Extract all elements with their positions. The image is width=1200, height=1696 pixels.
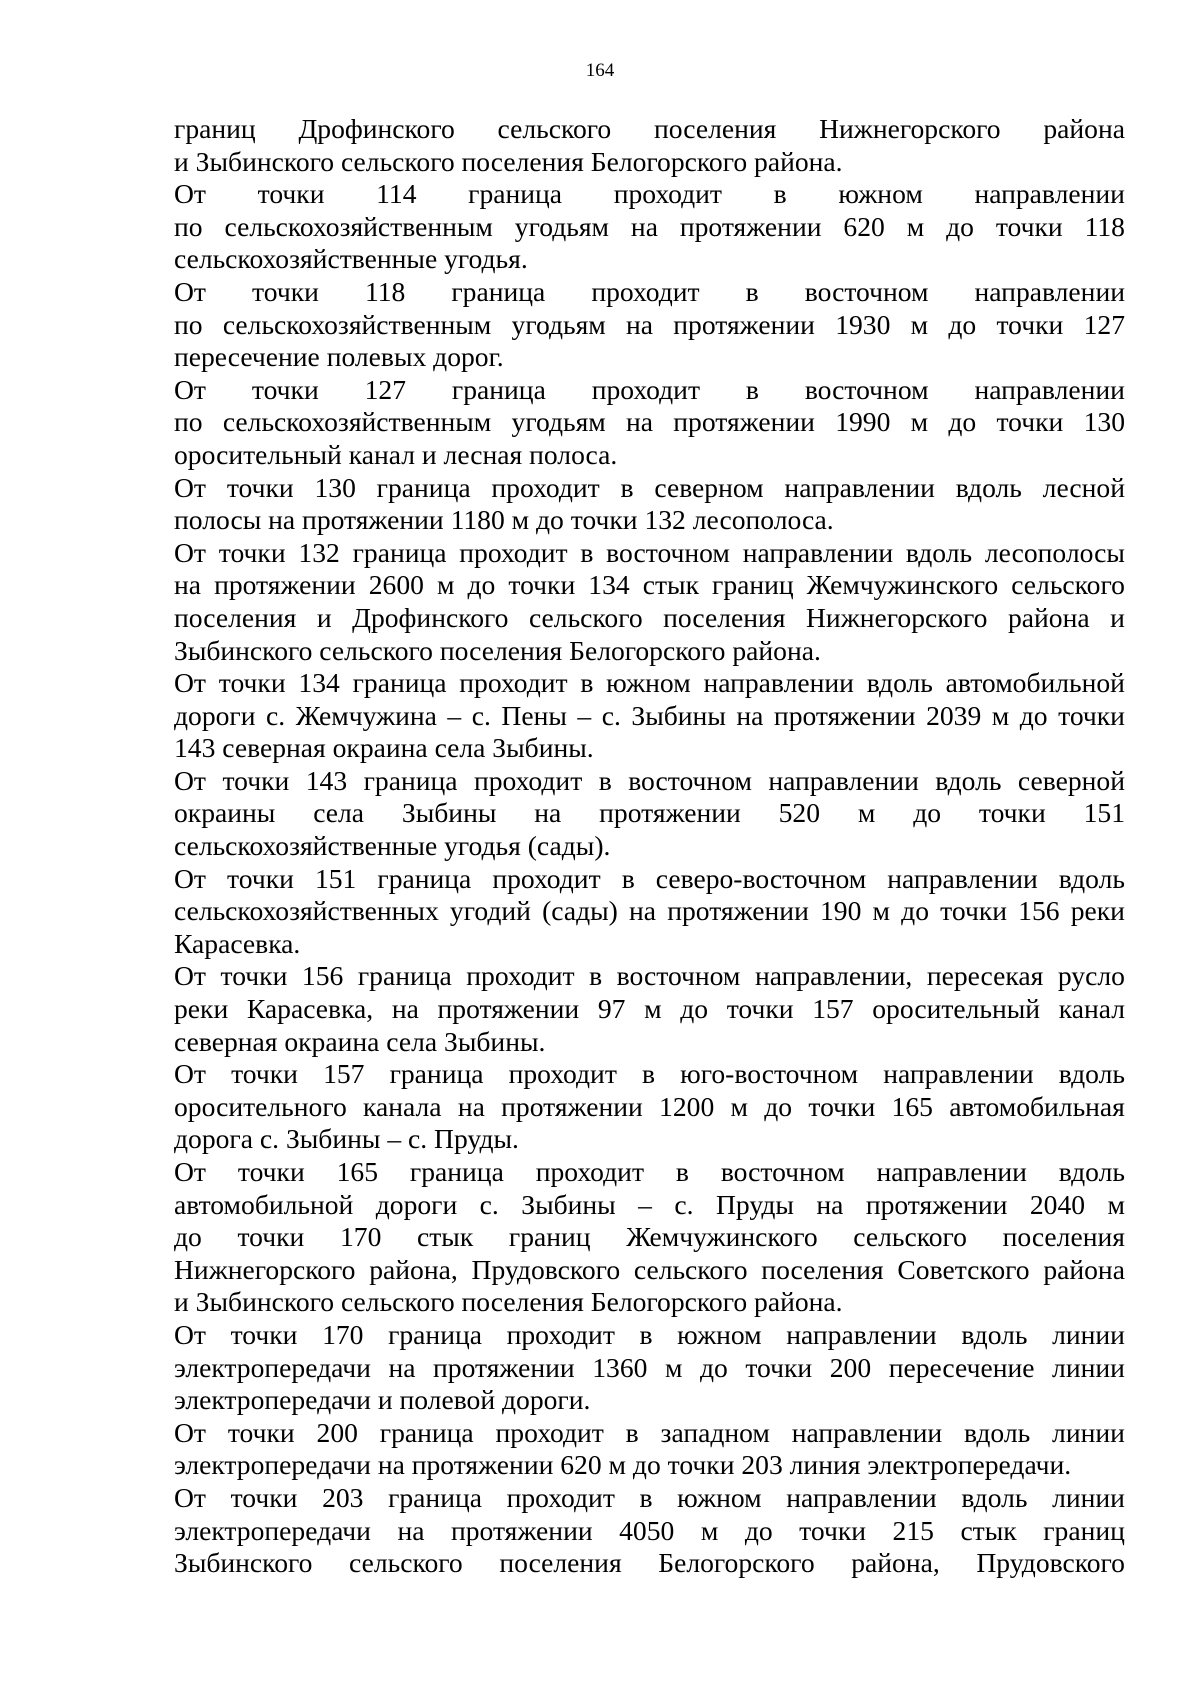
text-line: От точки 132 граница проходит в восточном направлении вдоль лесополосы	[174, 536, 1125, 568]
document-body	[174, 113, 1125, 1580]
text-line: на протяжении 2600 м до точки 134 стык границ Жемчужинского сельского	[174, 569, 1125, 601]
text-line: пересечение полевых дорог.	[174, 341, 504, 373]
text-line: границ Дрофинского сельского поселения Нижнегорского района	[174, 113, 1125, 144]
text-line: Нижнегорского района, Прудовского сельского поселения Советского района	[174, 1253, 1125, 1285]
page-number: 164	[585, 60, 615, 81]
text-line: северная окраина села Зыбины.	[174, 1025, 546, 1057]
text-line: электропередачи на протяжении 1360 м до точки 200 пересечение линии	[174, 1351, 1125, 1383]
text-line: От точки 203 граница проходит в южном направлении вдоль линии	[174, 1481, 1125, 1513]
text-line: сельскохозяйственных угодий (сады) на протяжении 190 м до точки 156 реки	[174, 895, 1125, 927]
text-line: и Зыбинского сельского поселения Белогорского района.	[174, 1286, 843, 1318]
text-line: От точки 134 граница проходит в южном направлении вдоль автомобильной	[174, 667, 1125, 699]
text-line: 143 северная окраина села Зыбины.	[174, 732, 594, 764]
text-line: От точки 157 граница проходит в юго-восточном направлении вдоль	[174, 1058, 1125, 1090]
text-line: сельскохозяйственные угодья (сады).	[174, 830, 611, 862]
paragraph	[174, 178, 1125, 276]
paragraph	[174, 113, 1125, 178]
text-line: электропередачи на протяжении 4050 м до точки 215 стык границ	[174, 1514, 1125, 1546]
text-line: полосы на протяжении 1180 м до точки 132 лесополоса.	[174, 504, 834, 536]
text-line: автомобильной дороги с. Зыбины – с. Пруды на протяжении 2040 м	[174, 1188, 1125, 1220]
text-line: От точки 114 граница проходит в южном направлении	[174, 178, 1125, 210]
paragraph	[174, 1482, 1125, 1580]
paragraph	[174, 374, 1125, 472]
text-line: От точки 127 граница проходит в восточном направлении	[174, 373, 1125, 405]
text-line: реки Карасевка, на протяжении 97 м до точки 157 оросительный канал	[174, 993, 1125, 1025]
paragraph	[174, 1319, 1125, 1417]
text-line: электропередачи на протяжении 620 м до точки 203 линия электропередачи.	[174, 1449, 1072, 1481]
text-line: сельскохозяйственные угодья.	[174, 243, 528, 275]
text-line: поселения и Дрофинского сельского поселения Нижнегорского района и	[174, 601, 1125, 633]
text-line: окраины села Зыбины на протяжении 520 м до точки 151	[174, 797, 1125, 829]
text-line: Зыбинского сельского поселения Белогорского района.	[174, 634, 821, 666]
text-line: От точки 156 граница проходит в восточном направлении, пересекая русло	[174, 960, 1125, 992]
text-line: до точки 170 стык границ Жемчужинского сельского поселения	[174, 1221, 1125, 1253]
text-line: От точки 170 граница проходит в южном направлении вдоль линии	[174, 1318, 1125, 1350]
text-line: по сельскохозяйственным угодьям на протяжении 1930 м до точки 127	[174, 308, 1125, 340]
text-line: по сельскохозяйственным угодьям на протяжении 620 м до точки 118	[174, 210, 1125, 242]
text-line: дороги с. Жемчужина – с. Пены – с. Зыбины на протяжении 2039 м до точки	[174, 699, 1125, 731]
text-line: и Зыбинского сельского поселения Белогорского района.	[174, 145, 843, 177]
text-line: От точки 143 граница проходит в восточном направлении вдоль северной	[174, 764, 1125, 796]
text-line: по сельскохозяйственным угодьям на протяжении 1990 м до точки 130	[174, 406, 1125, 438]
paragraph	[174, 1156, 1125, 1319]
text-line: оросительного канала на протяжении 1200 м до точки 165 автомобильная	[174, 1090, 1125, 1122]
paragraph	[174, 765, 1125, 863]
text-line: От точки 118 граница проходит в восточном направлении	[174, 275, 1125, 307]
paragraph	[174, 863, 1125, 961]
text-line: Зыбинского сельского поселения Белогорского района, Прудовского	[174, 1547, 1125, 1579]
text-line: От точки 151 граница проходит в северо-восточном направлении вдоль	[174, 862, 1125, 894]
paragraph	[174, 1058, 1125, 1156]
paragraph	[174, 667, 1125, 765]
text-line: дорога с. Зыбины – с. Пруды.	[174, 1123, 519, 1155]
paragraph	[174, 537, 1125, 667]
text-line: От точки 200 граница проходит в западном направлении вдоль линии	[174, 1416, 1125, 1448]
paragraph	[174, 1417, 1125, 1482]
paragraph	[174, 472, 1125, 537]
paragraph	[174, 960, 1125, 1058]
text-line: От точки 165 граница проходит в восточном направлении вдоль	[174, 1156, 1125, 1187]
text-line: электропередачи и полевой дороги.	[174, 1384, 591, 1416]
paragraph	[174, 276, 1125, 374]
text-line: От точки 130 граница проходит в северном направлении вдоль лесной	[174, 471, 1125, 503]
text-line: Карасевка.	[174, 927, 301, 959]
text-line: оросительный канал и лесная полоса.	[174, 438, 618, 470]
